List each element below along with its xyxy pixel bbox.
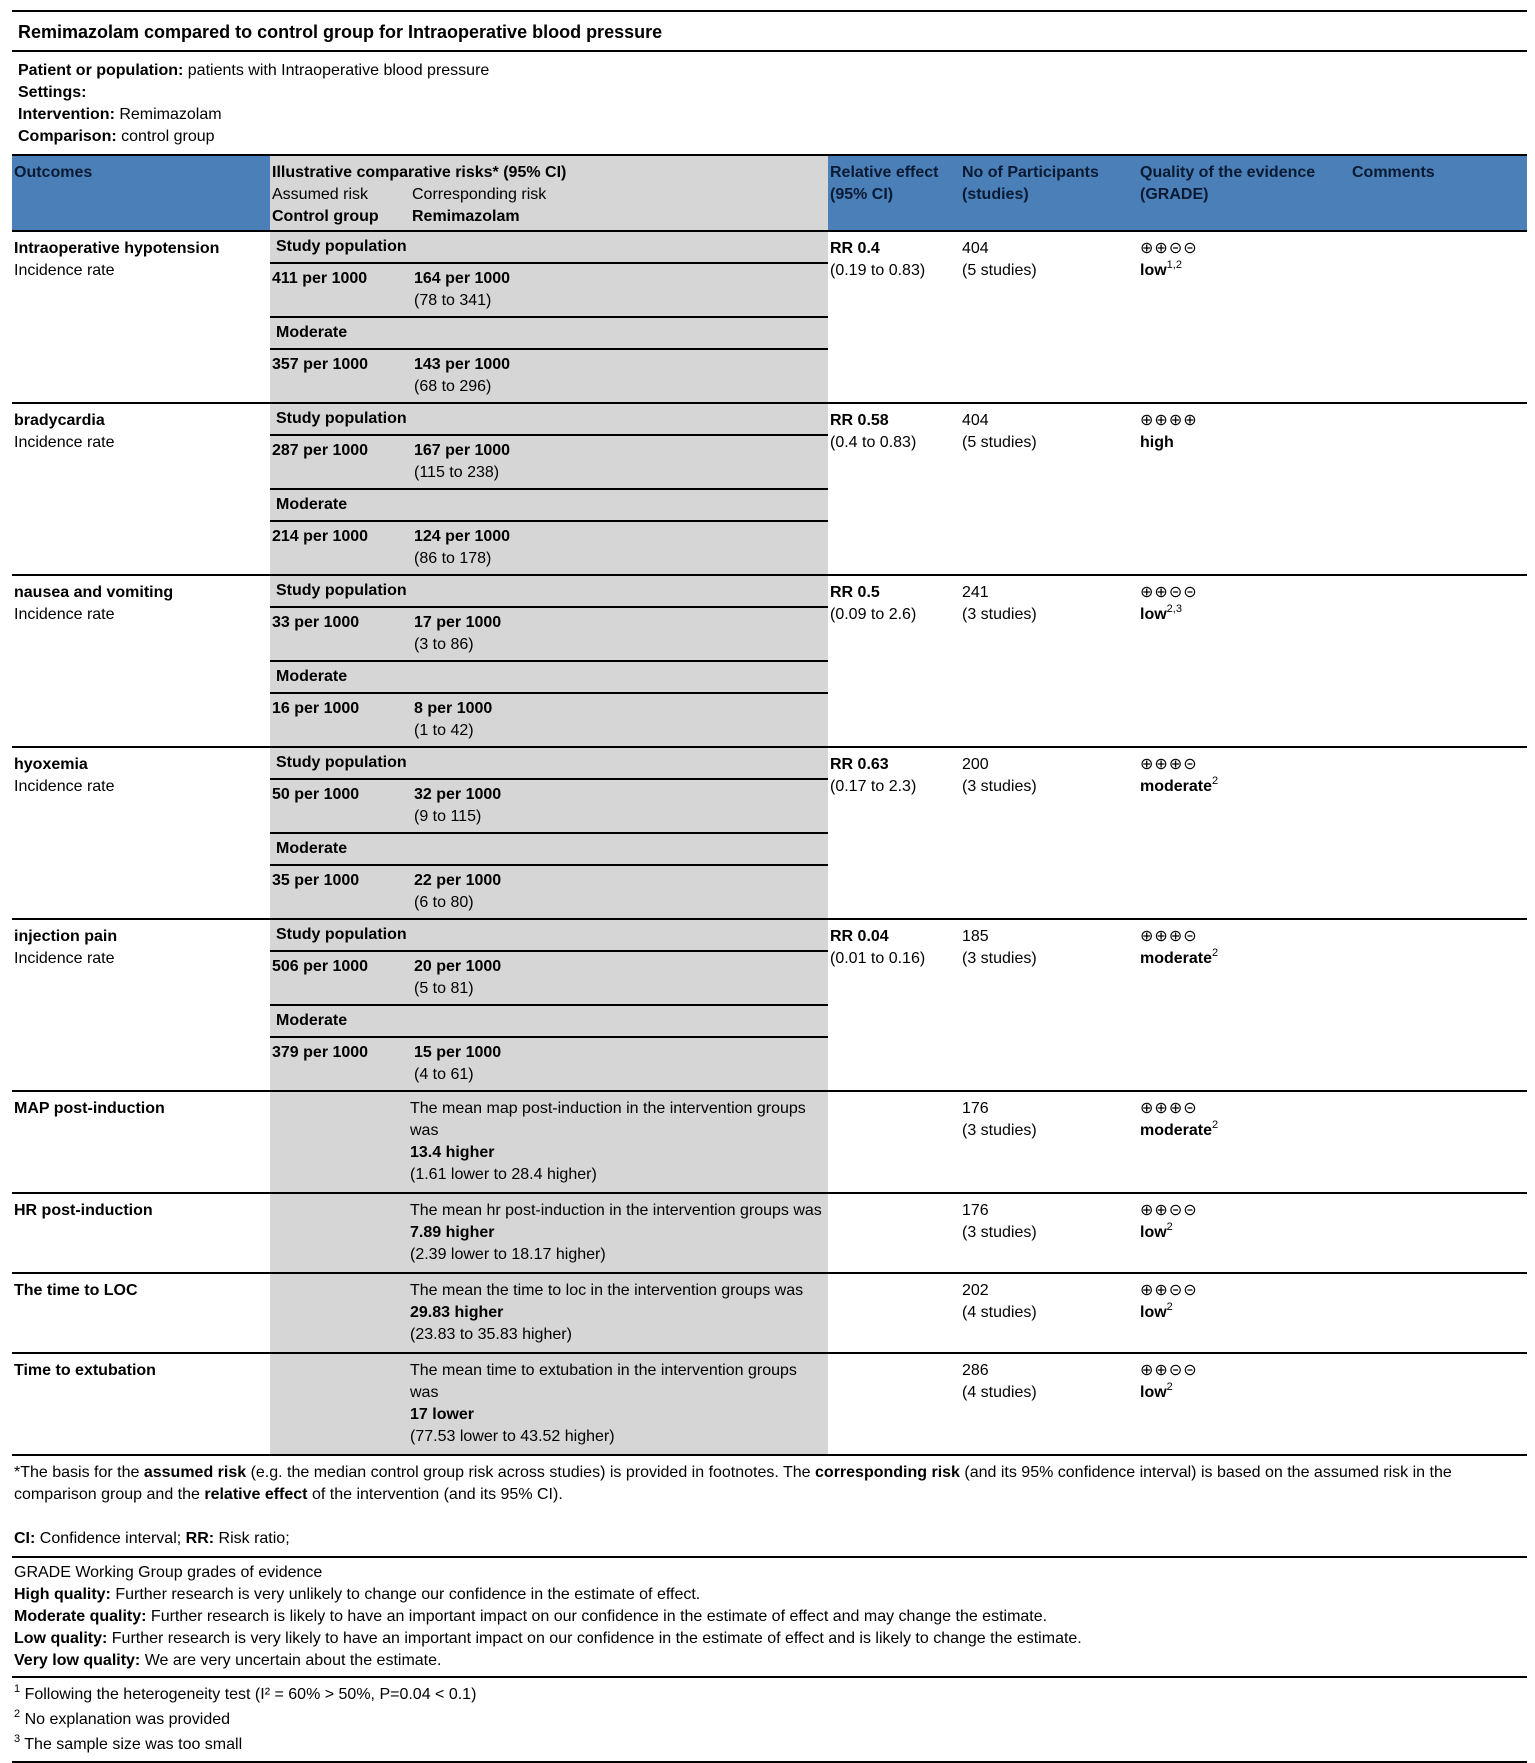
corresponding-risk: 32 per 1000 [414, 786, 502, 803]
participants-count: 286 [962, 1362, 989, 1379]
corresponding-risk: 22 per 1000 [414, 872, 502, 889]
studies-count: (4 studies) [962, 1304, 1037, 1321]
outcome-row [12, 919, 1527, 1091]
mean-difference-text: The mean map post-induction in the intervention groups was [410, 1100, 806, 1139]
corresponding-ci: (1 to 42) [414, 722, 474, 739]
corresponding-ci: (6 to 80) [414, 894, 474, 911]
assumed-risk: 50 per 1000 [272, 786, 360, 803]
settings-label: Settings: [18, 84, 87, 101]
quality-symbols: ⊕⊕⊕⊝ [1140, 928, 1198, 945]
participants-count: 176 [962, 1202, 989, 1219]
header-row [12, 156, 1527, 231]
assumed-risk-note: *The basis for the assumed risk (e.g. the median control group risk across studies) is provided in footnotes. The corresponding risk (and its 95% confidence interval) is based on the assumed risk in the comparison group and the relative effect of the intervention (and its 95% CI). [14, 1464, 1452, 1503]
mean-difference-text: The mean the time to loc in the intervention groups was [410, 1282, 804, 1299]
quality-symbols: ⊕⊕⊝⊝ [1140, 240, 1198, 257]
participants-count: 404 [962, 240, 989, 257]
quality-symbols: ⊕⊕⊕⊝ [1140, 756, 1198, 773]
moderate-label: Moderate [270, 490, 828, 522]
study-population-label: Study population [270, 404, 828, 436]
outcome-name: HR post-induction [14, 1202, 153, 1219]
moderate-label: Moderate [270, 1006, 828, 1038]
outcome-row [12, 575, 1527, 747]
studies-count: (5 studies) [962, 262, 1037, 279]
header-assumed: Assumed risk [272, 186, 369, 203]
outcome-measure: Incidence rate [14, 606, 115, 623]
mean-difference-value: 7.89 higher [410, 1224, 495, 1241]
comments-cell [1350, 403, 1527, 575]
relative-effect-ci: (0.17 to 2.3) [830, 778, 917, 795]
outcome-measure: Incidence rate [14, 950, 115, 967]
corresponding-risk: 167 per 1000 [414, 442, 511, 459]
studies-count: (4 studies) [962, 1384, 1037, 1401]
assumed-risk: 214 per 1000 [272, 528, 369, 545]
quality-grade: moderate [1140, 1122, 1213, 1139]
assumed-risk: 357 per 1000 [272, 356, 369, 373]
summary-of-findings [12, 10, 1527, 1763]
grade-title: GRADE Working Group grades of evidence [14, 1564, 323, 1581]
quality-footnote: 2 [1212, 775, 1219, 787]
header-control-group: Control group [272, 208, 379, 225]
outcome-measure: Incidence rate [14, 778, 115, 795]
footnote-2: $^2$ No explanation was provided [14, 1708, 231, 1728]
relative-effect-cell [828, 1091, 960, 1193]
quality-symbols: ⊕⊕⊝⊝ [1140, 584, 1198, 601]
outcome-row [12, 403, 1527, 575]
header-outcomes: Outcomes [14, 164, 93, 181]
header-relative-effect: Relative effect (95% CI) [830, 164, 939, 203]
outcome-row [12, 231, 1527, 403]
relative-effect-cell [828, 1273, 960, 1353]
relative-effect-cell [828, 1353, 960, 1454]
footer [12, 1456, 1527, 1763]
study-population-label: Study population [270, 920, 828, 952]
header-corresponding: Corresponding risk [412, 186, 547, 203]
quality-grade: high [1140, 434, 1174, 451]
quality-symbols: ⊕⊕⊝⊝ [1140, 1202, 1198, 1219]
outcome-row [12, 747, 1527, 919]
outcome-measure: Incidence rate [14, 262, 115, 279]
corresponding-ci: (115 to 238) [414, 464, 500, 481]
footnotes [12, 1678, 1527, 1761]
quality-grade: moderate [1140, 778, 1213, 795]
participants-count: 404 [962, 412, 989, 429]
relative-effect-cell [828, 1193, 960, 1273]
outcome-name: The time to LOC [14, 1282, 138, 1299]
comparison-value: control group [121, 128, 215, 145]
relative-effect: RR 0.5 [830, 584, 880, 601]
intervention-value: Remimazolam [119, 106, 222, 123]
quality-footnote: 2 [1212, 947, 1219, 959]
studies-count: (3 studies) [962, 778, 1037, 795]
corresponding-risk: 143 per 1000 [414, 356, 511, 373]
outcome-name: injection pain [14, 928, 118, 945]
quality-symbols: ⊕⊕⊝⊝ [1140, 1362, 1198, 1379]
moderate-label: Moderate [270, 662, 828, 694]
mean-difference-value: 17 lower [410, 1406, 475, 1423]
assumed-risk: 16 per 1000 [272, 700, 360, 717]
mean-difference-text: The mean hr post-induction in the intervention groups was [410, 1202, 822, 1219]
corresponding-risk: 15 per 1000 [414, 1044, 502, 1061]
intervention-label: Intervention: [18, 106, 115, 123]
quality-footnote: 2 [1166, 1381, 1173, 1393]
quality-footnote: 1,2 [1166, 259, 1182, 271]
outcome-name: Time to extubation [14, 1362, 156, 1379]
outcome-name: nausea and vomiting [14, 584, 174, 601]
assumed-risk: 287 per 1000 [272, 442, 369, 459]
participants-count: 176 [962, 1100, 989, 1117]
quality-grade: low [1140, 606, 1167, 623]
comments-cell [1350, 1273, 1527, 1353]
corresponding-ci: (9 to 115) [414, 808, 482, 825]
quality-grade: low [1140, 1224, 1167, 1241]
quality-grade: low [1140, 262, 1167, 279]
comments-cell [1350, 1193, 1527, 1273]
participants-count: 200 [962, 756, 989, 773]
corresponding-ci: (4 to 61) [414, 1066, 474, 1083]
table-title: Remimazolam compared to control group for Intraoperative blood pressure [18, 22, 663, 42]
findings-table [12, 156, 1527, 1454]
quality-grade: low [1140, 1304, 1167, 1321]
relative-effect-ci: (0.01 to 0.16) [830, 950, 926, 967]
corresponding-ci: (5 to 81) [414, 980, 474, 997]
outcome-measure: Incidence rate [14, 434, 115, 451]
participants-count: 202 [962, 1282, 989, 1299]
outcome-name: MAP post-induction [14, 1100, 165, 1117]
header-illustrative: Illustrative comparative risks* (95% CI) [272, 164, 567, 181]
comments-cell [1350, 231, 1527, 403]
outcome-row [12, 1353, 1527, 1454]
studies-count: (3 studies) [962, 1122, 1037, 1139]
quality-symbols: ⊕⊕⊕⊕ [1140, 412, 1198, 429]
quality-symbols: ⊕⊕⊕⊝ [1140, 1100, 1198, 1117]
assumed-risk: 506 per 1000 [272, 958, 369, 975]
outcome-row [12, 1091, 1527, 1193]
corresponding-risk: 8 per 1000 [414, 700, 493, 717]
corresponding-ci: (78 to 341) [414, 292, 492, 309]
mean-difference-ci: (2.39 lower to 18.17 higher) [410, 1246, 606, 1263]
outcome-row [12, 1193, 1527, 1273]
corresponding-ci: (3 to 86) [414, 636, 474, 653]
quality-footnote: 2 [1212, 1119, 1219, 1131]
relative-effect: RR 0.63 [830, 756, 889, 773]
study-population-label: Study population [270, 232, 828, 264]
comments-cell [1350, 919, 1527, 1091]
relative-effect-ci: (0.4 to 0.83) [830, 434, 917, 451]
header-participants: No of Participants (studies) [962, 164, 1099, 203]
quality-grade: low [1140, 1384, 1167, 1401]
participants-count: 241 [962, 584, 989, 601]
quality-footnote: 2,3 [1166, 603, 1182, 615]
mean-difference-value: 13.4 higher [410, 1144, 495, 1161]
studies-count: (3 studies) [962, 1224, 1037, 1241]
moderate-label: Moderate [270, 318, 828, 350]
assumed-risk: 35 per 1000 [272, 872, 360, 889]
relative-effect-ci: (0.19 to 0.83) [830, 262, 926, 279]
outcome-name: Intraoperative hypotension [14, 240, 220, 257]
corresponding-risk: 164 per 1000 [414, 270, 511, 287]
quality-symbols: ⊕⊕⊝⊝ [1140, 1282, 1198, 1299]
corresponding-ci: (68 to 296) [414, 378, 492, 395]
outcome-name: hyoxemia [14, 756, 88, 773]
mean-difference-value: 29.83 higher [410, 1304, 504, 1321]
quality-footnote: 2 [1166, 1221, 1173, 1233]
comments-cell [1350, 575, 1527, 747]
corresponding-risk: 124 per 1000 [414, 528, 511, 545]
relative-effect: RR 0.58 [830, 412, 889, 429]
header-comments: Comments [1352, 164, 1435, 181]
grade-definitions: GRADE Working Group grades of evidence High quality: Further research is very unlikely to change our confidence in the estimate of effect. Moderate quality: Further research is likely to have an important impact on our confidence in the estimate of effect and may change the estimate. Low quality: Further research is very likely to have an important impact on our confidence in the estimate of effect and is likely to change the estimate. Very low quality: We are very uncertain about the estimate. [12, 1558, 1527, 1676]
moderate-label: Moderate [270, 834, 828, 866]
comments-cell [1350, 747, 1527, 919]
quality-grade: moderate [1140, 950, 1213, 967]
population-block [12, 52, 1527, 154]
study-population-label: Study population [270, 576, 828, 608]
studies-count: (3 studies) [962, 950, 1037, 967]
comments-cell [1350, 1353, 1527, 1454]
footnote-1: $^1$ Following the heterogeneity test (I² = 60% > 50%, P=0.04 < 0.1) [14, 1683, 477, 1703]
assumed-risk: 33 per 1000 [272, 614, 360, 631]
mean-difference-ci: (77.53 lower to 43.52 higher) [410, 1428, 615, 1445]
corresponding-risk: 20 per 1000 [414, 958, 502, 975]
patient-value: patients with Intraoperative blood pressure [187, 62, 490, 79]
abbreviations: CI: Confidence interval; RR: Risk ratio; [14, 1530, 290, 1547]
patient-label: Patient or population: [18, 62, 184, 79]
header-remimazolam: Remimazolam [412, 208, 520, 225]
studies-count: (3 studies) [962, 606, 1037, 623]
header-quality: Quality of the evidence (GRADE) [1140, 164, 1316, 203]
relative-effect: RR 0.04 [830, 928, 889, 945]
corresponding-risk: 17 per 1000 [414, 614, 502, 631]
assumed-risk: 379 per 1000 [272, 1044, 369, 1061]
quality-footnote: 2 [1166, 1301, 1173, 1313]
footnote-3: $^3$ The sample size was too small [14, 1733, 243, 1753]
relative-effect: RR 0.4 [830, 240, 880, 257]
assumed-risk: 411 per 1000 [272, 270, 368, 287]
participants-count: 185 [962, 928, 989, 945]
outcome-row [12, 1273, 1527, 1353]
studies-count: (5 studies) [962, 434, 1037, 451]
mean-difference-text: The mean time to extubation in the intervention groups was [410, 1362, 797, 1401]
outcome-name: bradycardia [14, 412, 105, 429]
study-population-label: Study population [270, 748, 828, 780]
relative-effect-ci: (0.09 to 2.6) [830, 606, 917, 623]
comments-cell [1350, 1091, 1527, 1193]
comparison-label: Comparison: [18, 128, 117, 145]
mean-difference-ci: (23.83 to 35.83 higher) [410, 1326, 572, 1343]
corresponding-ci: (86 to 178) [414, 550, 492, 567]
mean-difference-ci: (1.61 lower to 28.4 higher) [410, 1166, 597, 1183]
